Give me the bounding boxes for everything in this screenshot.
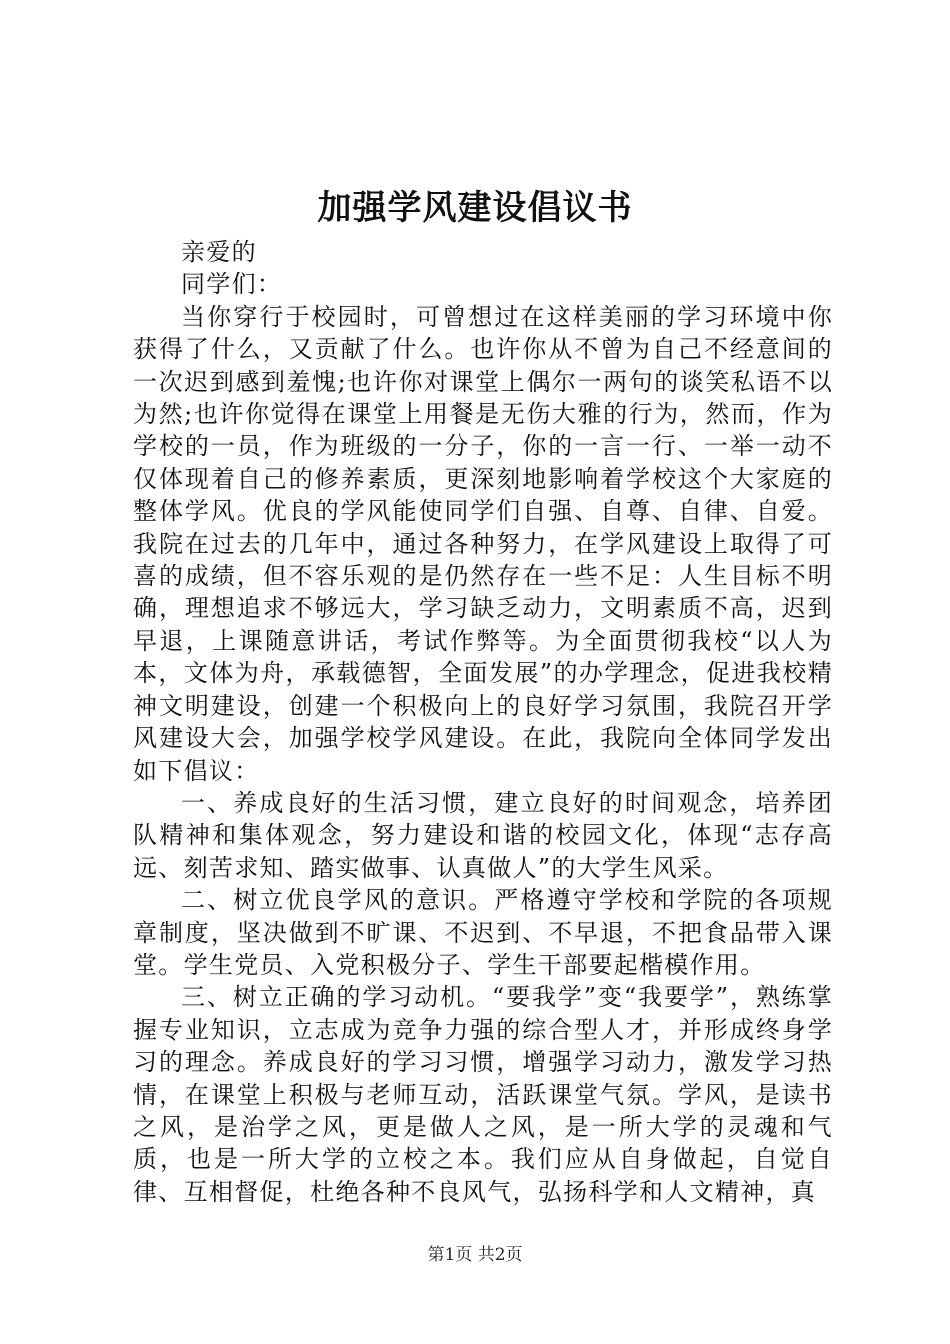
paragraph-proposal-1: 一、养成良好的生活习惯，建立良好的时间观念，培养团队精神和集体观念，努力建设和谐的校园文化，体现“志存高远、刻苦求知、踏实做事、认真做人”的大学生风采。 bbox=[133, 788, 833, 882]
paragraph-intro: 当你穿行于校园时，可曾想过在这样美丽的学习环境中你获得了什么，又贡献了什么。也许你从不曾为自己不经意间的一次迟到感到羞愧;也许你对课堂上偶尔一两句的谈笑私语不以为然;也许你觉得在课堂上用餐是无伤大雅的行为，然而，作为学校的一员，作为班级的一分子，你的一言一行、一举一动不仅体现着自己的修养素质，更深刻地影响着学校这个大家庭的整体学风。优良的学风能使同学们自强、自尊、自律、自爱。我院在过去的几年中，通过各种努力，在学风建设上取得了可喜的成绩，但不容乐观的是仍然存在一些不足：人生目标不明确，理想追求不够远大，学习缺乏动力，文明素质不高，迟到早退，上课随意讲话，考试作弊等。为全面贯彻我校“以人为本，文体为舟，承载德智，全面发展”的办学理念，促进我校精神文明建设，创建一个积极向上的良好学习氛围，我院召开学风建设大会，加强学校学风建设。在此，我院向全体同学发出如下倡议： bbox=[133, 302, 833, 785]
salutation-line-2: 同学们： bbox=[181, 270, 283, 299]
paragraph-proposal-2: 二、树立优良学风的意识。严格遵守学校和学院的各项规章制度，坚决做到不旷课、不迟到、不早退，不把食品带入课堂。学生党员、入党积极分子、学生干部要起楷模作用。 bbox=[133, 886, 833, 979]
salutation-line-1: 亲爱的 bbox=[181, 238, 257, 266]
document-body bbox=[133, 236, 833, 1208]
paragraph-proposal-3: 三、树立正确的学习动机。“要我学”变“我要学”，熟练掌握专业知识，立志成为竞争力强的综合型人才，并形成终身学习的理念。养成良好的学习习惯，增强学习动力，激发学习热情，在课堂上积极与老师互动，活跃课堂气氛。学风，是读书之风，是治学之风，更是做人之风，是一所大学的灵魂和气质，也是一所大学的立校之本。我们应从自身做起，自觉自律、互相督促，杜绝各种不良风气，弘扬科学和人文精神，真 bbox=[133, 983, 833, 1206]
page-number-footer: 第1页 共2页 bbox=[427, 1245, 523, 1265]
document-title: 加强学风建设倡议书 bbox=[317, 188, 633, 228]
